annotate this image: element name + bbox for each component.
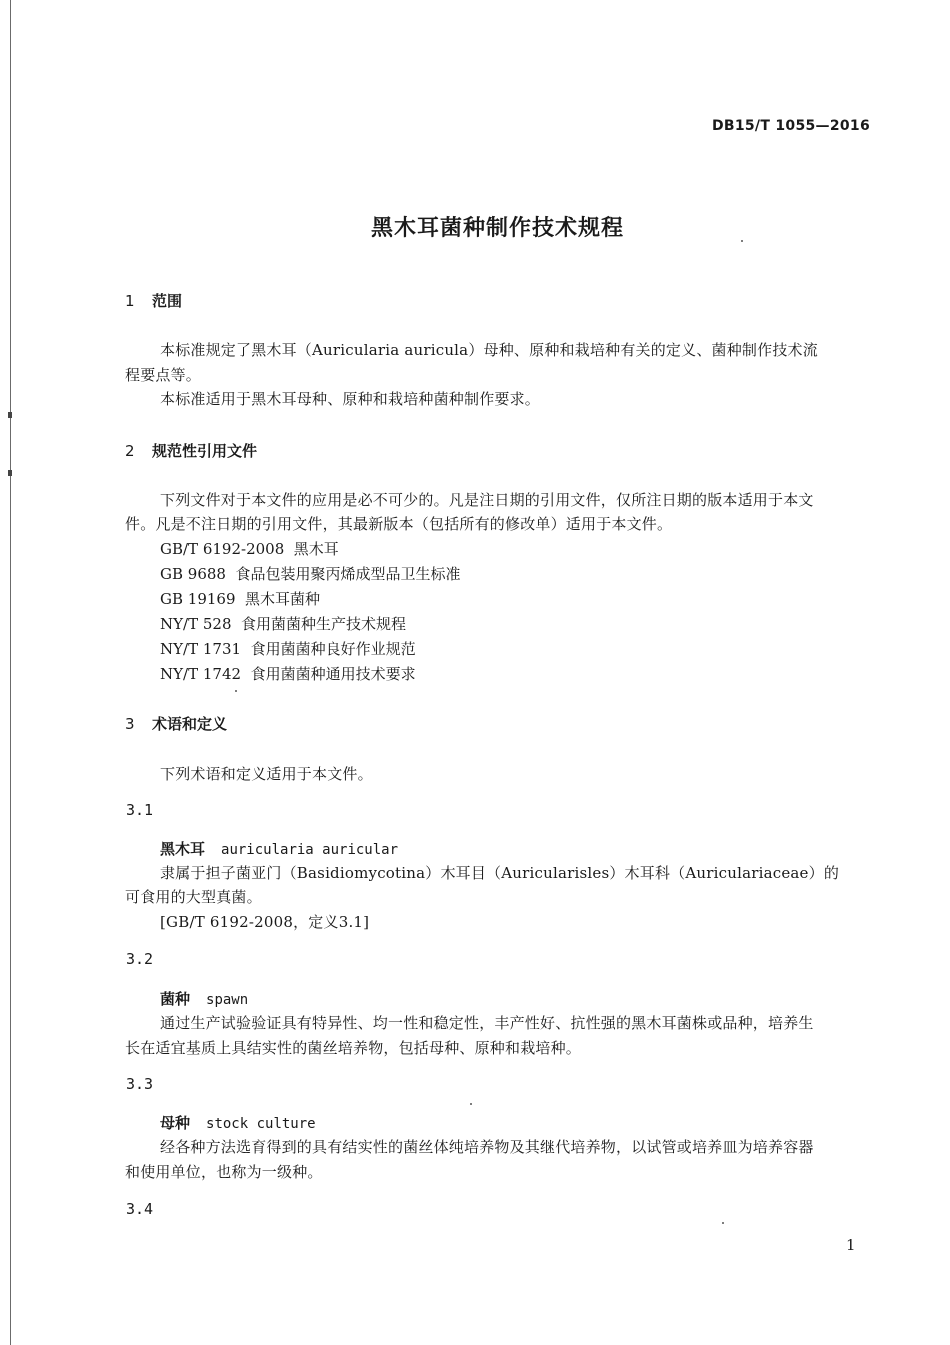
term-entry — [160, 838, 398, 859]
paragraph-line: 下列文件对于本文件的应用是必不可少的。凡是注日期的引用文件，仅所注日期的版本适用于本文 — [160, 491, 814, 509]
definition-line: 隶属于担子菌亚门（Basidiomycotina）木耳目（Auricularisles）木耳科（Auriculariaceae）的 — [160, 864, 840, 882]
section-number: 1 — [125, 292, 135, 310]
section-title: 规范性引用文件 — [152, 442, 258, 460]
reference-name: 食用菌菌种良好作业规范 — [250, 640, 416, 658]
definition-source: [GB/T 6192-2008，定义3.1] — [160, 913, 370, 931]
reference-code: GB/T 6192-2008 — [160, 540, 285, 558]
scan-mark — [8, 412, 12, 418]
scan-mark — [8, 470, 12, 476]
section-title: 范围 — [152, 292, 183, 310]
clause-number: 3.2 — [126, 950, 154, 968]
scan-speck — [741, 240, 743, 242]
term-entry — [160, 1112, 316, 1133]
clause-number: 3.4 — [126, 1200, 154, 1218]
paragraph-line: 件。凡是不注日期的引用文件，其最新版本（包括所有的修改单）适用于本文件。 — [125, 515, 673, 533]
reference-code: NY/T 1742 — [160, 665, 242, 683]
paragraph-line: 本标准适用于黑木耳母种、原种和栽培种菌种制作要求。 — [160, 390, 541, 408]
clause-number: 3.1 — [126, 801, 154, 819]
scan-speck — [722, 1222, 724, 1224]
reference-name: 食品包装用聚丙烯成型品卫生标准 — [235, 565, 461, 583]
scan-edge-line — [10, 0, 11, 1345]
reference-code: GB 9688 — [160, 565, 226, 583]
reference-item — [160, 638, 416, 659]
reference-name: 食用菌菌种生产技术规程 — [241, 615, 407, 633]
section-heading-3 — [125, 713, 227, 734]
page-number: 1 — [846, 1236, 856, 1254]
document-number: DB15/T 1055—2016 — [711, 118, 870, 134]
term-english: stock culture — [206, 1116, 316, 1132]
reference-item — [160, 613, 406, 634]
definition-line: 和使用单位，也称为一级种。 — [125, 1163, 323, 1181]
reference-item — [160, 538, 339, 559]
reference-item — [160, 563, 461, 584]
term-english: spawn — [206, 992, 249, 1008]
section-heading-1 — [125, 290, 182, 311]
reference-code: GB 19169 — [160, 590, 236, 608]
scan-speck — [470, 1103, 472, 1105]
term-chinese: 黑木耳 — [160, 840, 206, 858]
paragraph-line: 程要点等。 — [125, 366, 202, 384]
definition-line: 通过生产试验验证具有特异性、均一性和稳定性，丰产性好、抗性强的黑木耳菌株或品种，培养生 — [160, 1014, 814, 1032]
definition-line: 长在适宜基质上具结实性的菌丝培养物，包括母种、原种和栽培种。 — [125, 1039, 582, 1057]
reference-item — [160, 588, 320, 609]
term-english: auricularia auricular — [221, 842, 399, 858]
paragraph-line: 下列术语和定义适用于本文件。 — [160, 765, 373, 783]
paragraph-line: 本标准规定了黑木耳（Auricularia auricula）母种、原种和栽培种有关的定义、菌种制作技术流 — [160, 341, 818, 359]
section-heading-2 — [125, 440, 257, 461]
definition-line: 可食用的大型真菌。 — [125, 888, 262, 906]
clause-number: 3.3 — [126, 1075, 154, 1093]
reference-name: 黑木耳菌种 — [245, 590, 321, 608]
reference-item — [160, 663, 416, 684]
reference-code: NY/T 528 — [160, 615, 232, 633]
reference-name: 黑木耳 — [293, 540, 339, 558]
reference-code: NY/T 1731 — [160, 640, 242, 658]
term-chinese: 菌种 — [160, 990, 191, 1008]
term-entry — [160, 988, 248, 1009]
document-title: 黑木耳菌种制作技术规程 — [370, 216, 624, 241]
reference-name: 食用菌菌种通用技术要求 — [250, 665, 416, 683]
section-title: 术语和定义 — [152, 715, 228, 733]
section-number: 2 — [125, 442, 135, 460]
scan-speck — [235, 690, 237, 692]
section-number: 3 — [125, 715, 135, 733]
term-chinese: 母种 — [160, 1114, 191, 1132]
definition-line: 经各种方法选育得到的具有结实性的菌丝体纯培养物及其继代培养物，以试管或培养皿为培养容器 — [160, 1138, 814, 1156]
